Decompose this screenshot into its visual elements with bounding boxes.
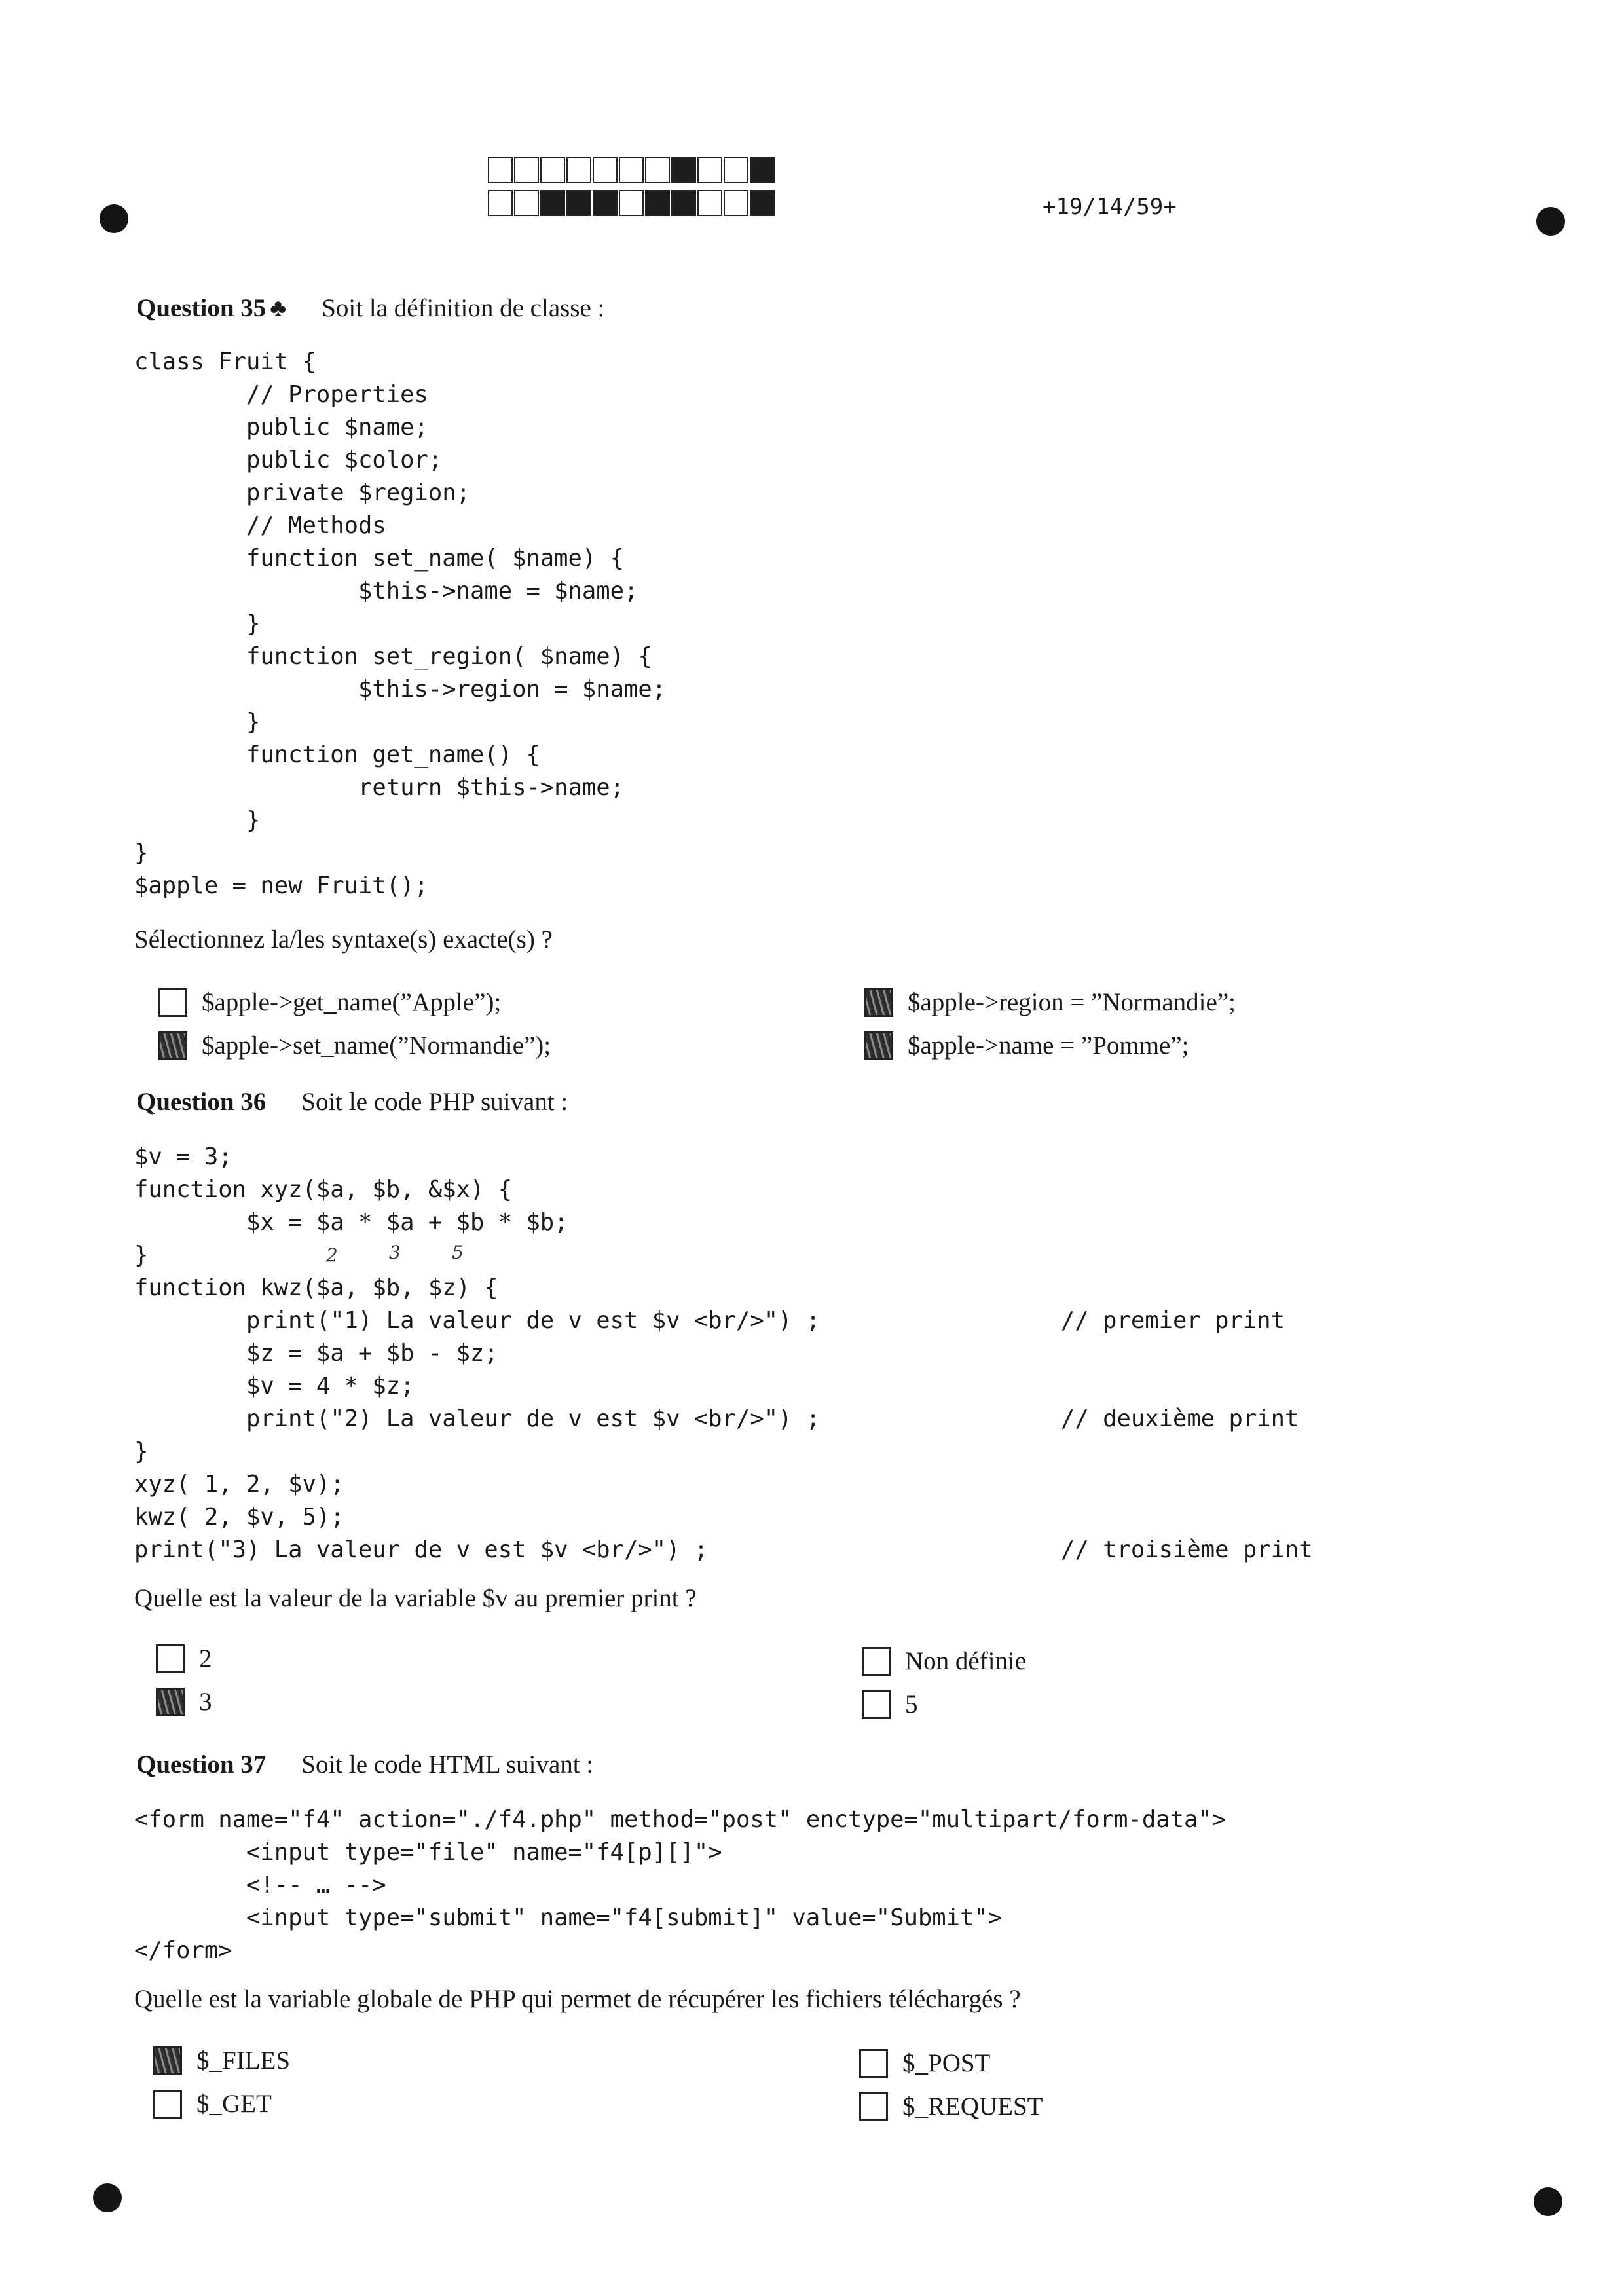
checkbox[interactable] (158, 1031, 187, 1060)
barcode-cell (724, 190, 748, 216)
q35-option-4[interactable] (864, 1031, 1189, 1060)
q36-option-4[interactable] (862, 1690, 918, 1719)
barcode-cell (540, 157, 565, 183)
barcode-cell (488, 157, 513, 183)
question-text: Soit le code PHP suivant : (301, 1088, 568, 1116)
registration-mark-top-left (100, 204, 128, 233)
barcode-cell (619, 190, 644, 216)
q37-option-1[interactable] (153, 2046, 290, 2075)
question-36-prompt: Quelle est la valeur de la variable $v au premier print ? (134, 1584, 697, 1612)
registration-mark-bottom-left (93, 2183, 122, 2212)
question-label: Question 36 (136, 1088, 267, 1116)
checkbox[interactable] (156, 1644, 185, 1673)
barcode-cell (671, 190, 696, 216)
option-label: $apple->region = ”Normandie”; (908, 988, 1236, 1016)
checkbox[interactable] (859, 2092, 888, 2121)
q37-option-2[interactable] (153, 2089, 272, 2119)
barcode-cell (593, 157, 618, 183)
option-label: 3 (199, 1688, 212, 1716)
question-35-prompt: Sélectionnez la/les syntaxe(s) exacte(s) ? (134, 925, 553, 954)
barcode-cell (671, 157, 696, 183)
barcode-cell (645, 157, 670, 183)
question-text: Soit le code HTML suivant : (301, 1750, 594, 1779)
barcode-cell (619, 157, 644, 183)
option-label: $_FILES (196, 2046, 291, 2075)
barcode-cell (540, 190, 565, 216)
barcode-cell (724, 157, 748, 183)
q36-option-3[interactable] (862, 1646, 1026, 1676)
checkbox[interactable] (862, 1647, 891, 1676)
option-label: $apple->name = ”Pomme”; (908, 1031, 1189, 1060)
comment-second-print: // deuxième print (1061, 1405, 1299, 1432)
q37-option-4[interactable] (859, 2092, 1043, 2121)
barcode-cell (514, 190, 539, 216)
q35-option-3[interactable] (864, 988, 1236, 1017)
option-label: $_GET (196, 2090, 272, 2118)
question-36-header (136, 1087, 568, 1117)
barcode-cell (593, 190, 618, 216)
checkbox[interactable] (158, 988, 187, 1017)
q36-option-2[interactable] (156, 1687, 212, 1716)
option-label: $apple->get_name(”Apple”); (202, 988, 502, 1016)
comment-third-print: // troisième print (1061, 1536, 1313, 1563)
option-label: Non définie (905, 1647, 1027, 1675)
q37-option-3[interactable] (859, 2048, 990, 2078)
barcode-row-2 (488, 190, 776, 216)
question-35-header (136, 293, 604, 323)
question-35-code: class Fruit { // Properties public $name; public $color; private $region; // Methods function set_name( $name) { $this->name = $name; } function set_region( $name) { $this->region = $name; } function get_name() { return $this->name; } } $apple = new Fruit(); (134, 348, 667, 899)
barcode-cell (697, 190, 722, 216)
checkbox[interactable] (862, 1690, 891, 1719)
q35-option-2[interactable] (158, 1031, 551, 1060)
option-label: $_POST (902, 2049, 991, 2077)
checkbox[interactable] (859, 2049, 888, 2078)
barcode-cell (566, 190, 591, 216)
question-37-prompt: Quelle est la variable globale de PHP qui permet de récupérer les fichiers téléchargés ? (134, 1985, 1021, 2013)
barcode-cell (566, 157, 591, 183)
question-label: Question 35 (136, 294, 267, 322)
barcode-cell (488, 190, 513, 216)
comment-first-print: // premier print (1061, 1307, 1285, 1334)
registration-mark-top-right (1536, 207, 1565, 236)
question-text: Soit la définition de classe : (322, 294, 605, 322)
sheet-id-code: +19/14/59+ (1043, 194, 1177, 220)
club-icon: ♣ (270, 295, 287, 322)
barcode-cell (697, 157, 722, 183)
option-label: 2 (199, 1644, 212, 1673)
checkbox[interactable] (864, 1031, 893, 1060)
question-37-code: <form name="f4" action="./f4.php" method="post" enctype="multipart/form-data"> <input type="file" name="f4[p][]"> <!-- … --> <input type="submit" name="f4[submit]" value="Submit"> </form> (134, 1806, 1227, 1964)
barcode-cell (750, 190, 775, 216)
checkbox[interactable] (864, 988, 893, 1017)
checkbox[interactable] (156, 1688, 185, 1716)
handwritten-annotation: 5 (452, 1242, 464, 1263)
option-label: $apple->set_name(”Normandie”); (202, 1031, 551, 1060)
question-36-code: $v = 3; function xyz($a, $b, &$x) { $x = $a * $a + $b * $b; } function kwz($a, $b, $z) { print("1) La valeur de v est $v <br/>") ; $z = $a + $b - $z; $v = 4 * $z; print("2) La valeur de v est $v <br/>") ; } xyz( 1, 2, $v); kwz( 2, $v, 5); print("3) La valeur de v est $v <br/>") ; (134, 1143, 821, 1563)
checkbox[interactable] (153, 2090, 182, 2119)
barcode-row-1 (488, 157, 776, 183)
barcode-cell (645, 190, 670, 216)
question-label: Question 37 (136, 1750, 267, 1779)
registration-mark-bottom-right (1534, 2187, 1562, 2216)
option-label: $_REQUEST (902, 2092, 1043, 2120)
option-label: 5 (905, 1690, 918, 1718)
q36-option-1[interactable] (156, 1644, 212, 1673)
handwritten-annotation: 2 (326, 1244, 338, 1266)
q35-option-1[interactable] (158, 988, 501, 1017)
handwritten-annotation: 3 (389, 1242, 401, 1263)
barcode-cell (750, 157, 775, 183)
question-37-header (136, 1750, 593, 1779)
checkbox[interactable] (153, 2046, 182, 2075)
barcode-cell (514, 157, 539, 183)
